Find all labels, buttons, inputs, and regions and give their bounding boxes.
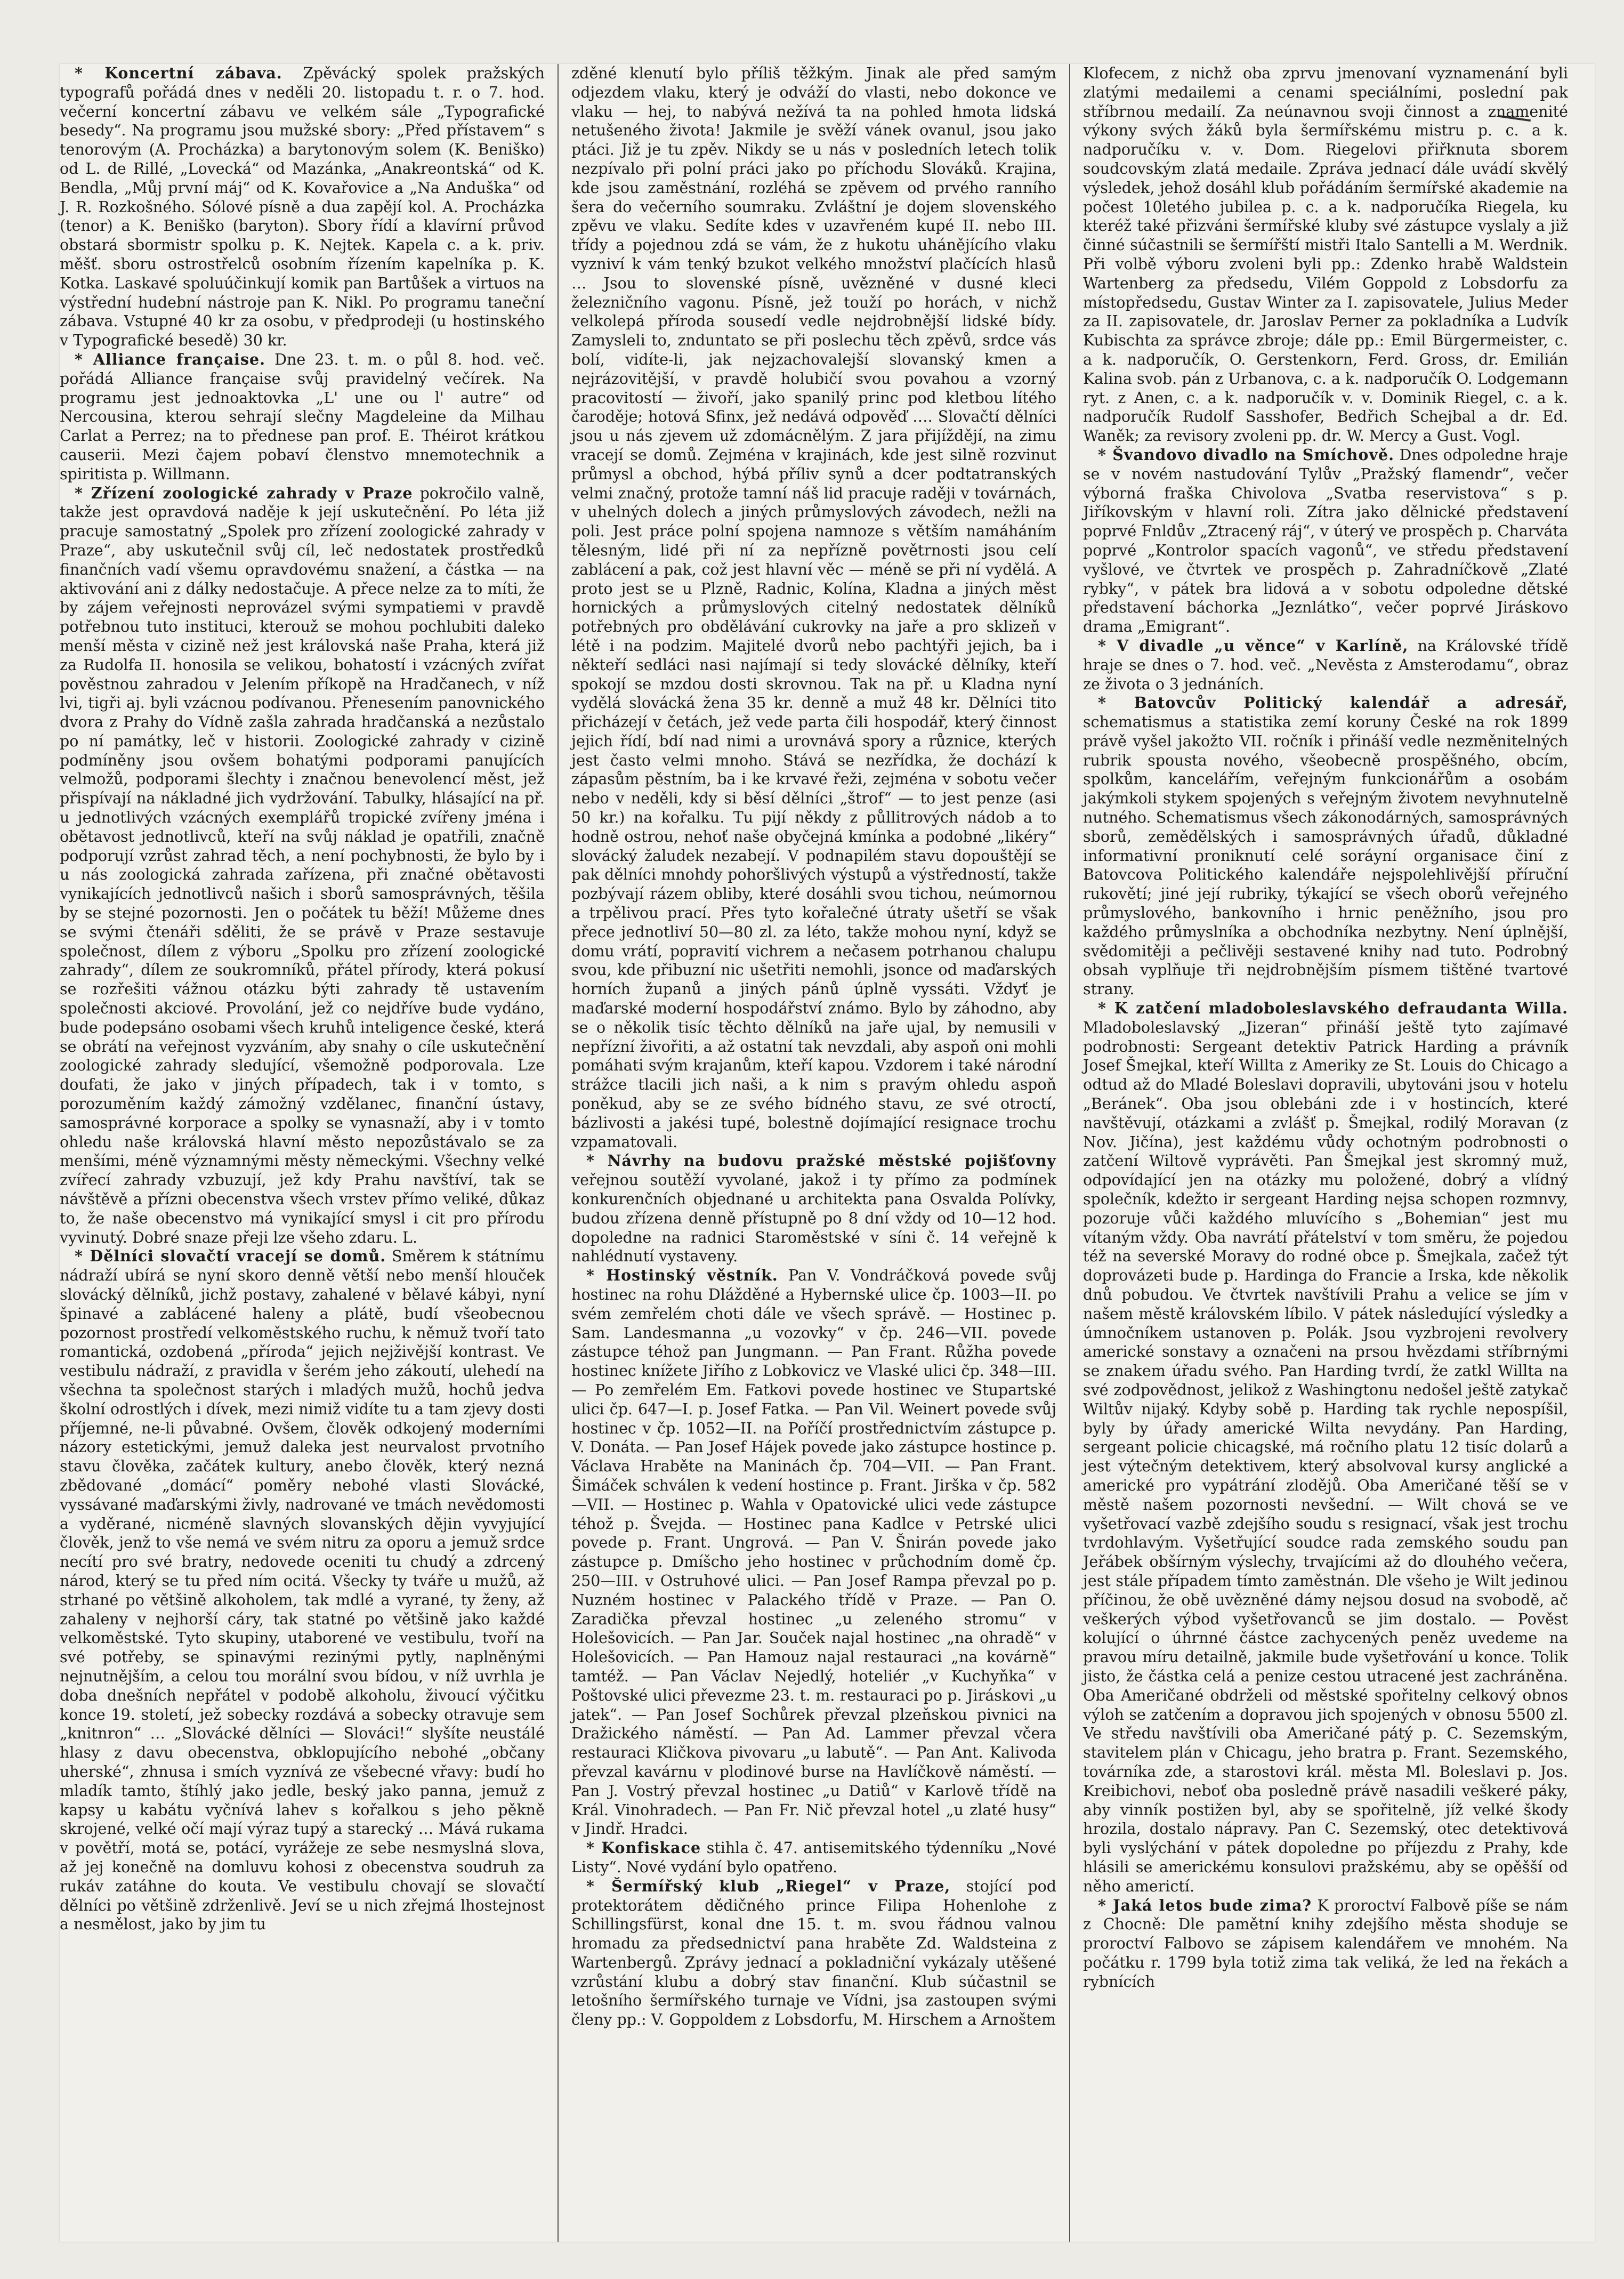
- article-text: Pan V. Vondráčková povede svůj hostinec na rohu Dlážděné a Hybernské ulice čp. 1003—II. po svém zemřelém choti dále ve všech správě. — Hostinec p. Sam. Landesmanna „u vozovky“ v čp. 246—VII. povede zástupce téhož pan Jungmann. — Pan Frant. Růžha povede hostinec knížete Jiřího z Lobkovicz ve Vlaské ulici čp. 348—III. — Po zemřelém Em. Fatkovi povede hostinec ve Stupartské ulici čp. 647—I. p. Josef Fatka. — Pan Vil. Weinert povede svůj hostinec v čp. 1052—II. na Poříčí prostřednictvím zástupce p. V. Donáta. — Pan Josef Hájek povede jako zástupce hostince p. Václava Hraběte na Maninách čp. 704—VII. — Pan Frant. Šimáček schválen k vedení hostince p. Frant. Jirška v čp. 582—VII. — Hostinec p. Wahla v Opatovické ulici vede zástupce téhož p. Švejda. — Hostinec pana Kadlce v Petrské ulici povede p. Frant. Ungrová. — Pan V. Šnirán povede jako zástupce p. Dmíšcho jeho hostinec v průchodním domě čp. 250—III. v Ostruhové ulici. — Pan Josef Rampa převzal po p. Nuzném hostinec v Palackého třídě v Praze. — Pan O. Zaradička převzal hostinec „u zeleného stromu“ v Holešovicích. — Pan Jar. Souček najal hostinec „na ohradě“ v Holešovicích. — Pan Hamouz najal restauraci „na kovárně“ tamtéž. — Pan Václav Nejedlý, hoteliér „v Kuchyňka“ v Poštovské ulici převezme 23. t. m. restauraci po p. Jiráskovi „u jatek“. — Pan Josef Sochůrek převzal plzeňskou pivnici na Dražického náměstí. — Pan Ad. Lammer převzal včera restauraci Kličkova pivovaru „u labutě“. — Pan Ant. Kalivoda převzal kavárnu v plodinové burse na Havlíčkově náměstí. — Pan J. Vostrý převzal hostinec „u Datiů“ v Karlově třídě na Král. Vinohradech. — Pan Fr. Nič převzal hotel „u zlaté husy“ v Jindř. Hradci.: [571, 1267, 1057, 1838]
- article-heading: * Návrhy na budovu pražské městské pojišťovny: [586, 1151, 1056, 1170]
- article-text: zděné klenutí bylo příliš těžkým. Jinak ale před samým odjezdem vlaku, který je odváží do vlasti, nebo dokonce ve vlaku — hej, to nabývá nežívá ta na pohled hmota lidská netušeného života! Jakmile je svěží vánek ovanul, jsou jako ptáci. Již je tu zpěv. Nikdy se u nás v posledních letech tolik nezpívalo při polní práci jako po příchodu Slováků. Krajina, kde jsou zaměstnání, rozléhá se zpěvem od prvého ranního šera do večerního soumraku. Zvláštní je dojem slovenského zpěvu ve vlaku. Sedíte kdes v uzavřeném kupé II. nebo III. třídy a pojednou zdá se vám, že z hukotu uhánějícího vlaku vyzniví k vám tenký bzukot velkého množství plačících hlasů … Jsou to slovenské písně, uvězněné v dusné kleci železničního vagonu. Písně, jež touží po horách, v nichž velkolepá příroda sousedí vedle nejdrobnější lidské bídy. Zamysleli to, znduntato se při poslechu těch zpěvů, srdce vás bolí, vidíte-li, jak nejzachovalejší slovanský kmen a nejrázovitější, v pravdě holubičí svou povahou a vzorný pracovitostí — živoří, jako spanilý princ pod kletbou lítého čaroděje; hotová Sfinx, jež nedává odpověď …. Slovačtí dělníci jsou u nás zjevem už zdomácnělým. Z jara přijíždějí, na zimu vracejí se domů. Zejména v krajinách, kde jest silně rozvinut průmysl a obchod, hýbá příliv synů a dcer podtatranských velmi značný, protože tamní náš lid pracuje raději v továrnách, v uhelných dolech a jiných průmyslových závodech, nežli na poli. Jest práce polní spojena namnoze s větším namáháním tělesným, lidé při ní za nepřízně povětrnosti jsou celí zablácení a pak, což jest hlavní věc — méně se při ní vydělá. A proto jest se u Plzně, Radnic, Kolína, Kladna a jiných měst hornických a průmyslových citelný nedostatek dělníků potřebných pro obdělávání cukrovky na jaře a pro sklizeň v létě i na podzim. Majitelé dvorů nebo pachtýři jejich, ba i někteří sedláci nasi najímají si tedy slovácké dělníky, kteří spokojí se mzdou dosti skrovnou. Tak na př. u Kladna nyní vydělá slovácká žena 35 kr. denně a muž 48 kr. Dělníci tito přicházejí v četách, jež vede parta čili hospodář, který činnost jejich řídí, bdí nad nimi a urovnává spory a různice, kterých jest často velmi mnoho. Stává se nezřídka, že dochází k zápasům pěstním, ba i ke krvavé řeži, zejména v sobotu večer nebo v neděli, kdy si běsí dělníci „štrof“ — to jest penze (asi 50 kr.) na kořalku. Tu pijí někdy z půllitrových nádob a to hodně ostrou, nehoť naše obyčejná kmínka a podobné „likéry“ slovácký žaludek nezabejí. V podnapilém stavu dopouštějí se pak dělníci mnohdy pohoršlivých výstupů a výstředností, takže pozbývají rázem obliby, které dosáhli svou tichou, neúmornou a trpělivou prací. Přes tyto kořalečné útraty ušetří se však přece jednotliví 50—80 zl. za léto, takže mohou nyní, když se domu vrátí, popravití vichrem a nečasem potrhanou chalupu svou, kde přibuzní nic ušetřiti nemohli, jsonce od maďarských horních županů a jiných pánů úplně vyssáti. Vždyť je maďarské moderní hospodářství známo. Bylo by záhodno, aby se o několik tisíc těchto dělníků na jaře ujal, by nemusili v nepřízní živořiti, a až ostatní tak nevzdali, aby aspoň oni mohli pomáhati svým krajanům, kteří kapou. Vzdorem i také národní strážce tlacili jich naši, a k nim s pravým ohledu aspoň poněkud, aby se ze svého bídného stavu, ze své otroctí, bázlivosti a jakési tupé, bolestně dojímající resignace trochu vzpamatovali.: [571, 65, 1056, 1151]
- newspaper-page: [60, 64, 1595, 2242]
- article-divadlo-u-vence: [1083, 637, 1568, 694]
- article-konfiskace: [571, 1839, 1056, 1877]
- column-3: [1083, 64, 1568, 1991]
- article-heading: * Šermířský klub „Riegel“ v Praze,: [586, 1877, 951, 1895]
- article-text: Mladoboleslavský „Jizeran“ přináší ještě tyto zajímavé podrobnosti: Sergeant detektiv Patrick Harding a právník Josef Šmejkal, kteří Willta z Ameriky ze St. Louis do Chicago a odtud až do Mladé Boleslavi dopravili, ubytováni jsou v hotelu „Beránek“. Oba jsou oblebáni zde i v hostincích, které navštěvují, otázkami a zvlášť p. Šmejkal, rodilý Moravan (z Nov. Jičína), jest každému vůdy ochotným podrobnosti o zatčení Wiltově vyprávěti. Pan Šmejkal jest skromný muž, odpovídající jen na otázky mu položené, dobrý a vlídný společník, kdežto ir sergeant Harding nejsa schopen rozmnvy, pozoruje vůči každého mluvícího s „Bohemian“ jest mu vítaným vždy. Oba navrátí přátelství v tom směru, že pojedou též na severské Moravy do rodné obce p. Šmejkala, začež týt doprovázeti bude p. Hardinga do Francie a Irska, kde několik dnů pobudou. Ve čtvrtek navštívili Prahu a velice se jím v našem městě královském líbilo. V pátek následující výsledky a úmnočníkem ustanoven p. Polák. Jsou vyzbrojeni revolvery americké sonstavy a označeni na prsou hvězdami stříbrnými se znakem úřadu svého. Pan Harding tvrdí, že zatkl Willta na své zodpovědnost, jelikož z Washingtonu nedošel ještě zatykač Wiltův nijaký. Kdyby sobě p. Harding tak rychle nepospíšil, byly by úřady americké Wilta nevydány. Pan Harding, sergeant policie chicagské, má ročního platu 12 tisíc dolarů a jest výtečným detektivem, který absolvoval kursy anglické a americké pro vypátrání zlodějů. Oba Američané těší se v městě našem pozornosti nevšední. — Wilt chová se ve vyšetřovací vazbě zdejšího soudu s resignací, však jest trochu tvrdohlavým. Vyšetřující soudce rada zemského soudu pan Jeřábek obšírným výslechy, trvajícími až do dlouhého večera, jest stále případem tímto zaměstnán. Dle všeho je Wilt jedinou příčinou, že obě uvězněné dámy nejsou dosud na svobodě, ač veškerých výbod vyšetřovanců se jim dostalo. — Pověst kolující o úhrnné částce zachycených peněz uvedeme na pravou míru detailně, jakmile bude vyšetřování u konce. Tolik jisto, že částka celá a penize cestou utracené jest zachráněna. Oba Američané obdrželi od městské spořitelny celkový obnos výloh se zatčením a dopravou jich spojených v obnosu 5500 zl. Ve středu navštívili oba Američané pátý p. C. Sezemským, stavitelem plán v Chicagu, jeho bratra p. Frant. Sezemského, továrníka zde, a starostovi král. města Ml. Boleslavi p. Jos. Kreibichovi, neboť oba posledně právě nasadili veškeré páky, aby vinník postižen byl, aby se spořitelně, jíž velké škody hrozila, dostalo nápravy. Pan C. Sezemský, otec detektivová byli vyslýchání v pátek dopoledne po příjezdu z Prahy, kde hlásili se americkému konsulovi pražskému, aby se opěšší od něho americtí.: [1083, 1018, 1568, 1895]
- article-text: K proroctví Falbově píše se nám z Chocně: Dle pamětní knihy zdejšího města shoduje se proroctví Falbovo se zápisem kalendářem ve mnohém. Na počátku r. 1799 byla totiž zima tak veliká, že led na řekách a rybnících: [1083, 1896, 1569, 1991]
- article-text: na Královské třídě hraje se dnes o 7. hod. več. „Nevěsta z Amsterodamu“, obraz ze života o 3 jednáních.: [1083, 637, 1568, 693]
- article-alliance-francaise: [60, 350, 545, 484]
- article-sermirsky-klub: [571, 1877, 1056, 2030]
- article-text: Zpěvácký spolek pražských typografů pořádá dnes v neděli 20. listopadu t. r. o 7. hod. večerní koncertní zábavu ve velkém sále „Typografické besedy“. Na programu jsou mužské sbory: „Před přístavem“ s tenorovým (A. Procházka) a barytonovým solem (K. Beniško) od L. de Rillé, „Lovecká“ od Mazánka, „Anakreontská“ od K. Bendla, „Můj první máj“ od K. Kovařovice a „Na Anduška“ od J. R. Rozkošného. Sólové písně a dua zapějí kol. A. Procházka (tenor) a K. Beniško (baryton). Sbory řídí a klavírní průvod obstará sbormistr spolku p. K. Nejtek. Kapela c. a k. priv. měšť. sboru ostrostřelců osobním řízením kapelníka p. K. Kotka. Laskavé spoluúčinkují komik pan Bartůšek a virtuos na výstřední hudební nástroje pan K. Nikl. Po programu taneční zábava. Vstupné 40 kr za osobu, v předprodeji (u hostinského v Typografické besedě) 30 kr.: [60, 65, 545, 350]
- article-text: Klofecem, z nichž oba zprvu jmenovaní vyznamenání byli zlatými medailemi a cenami speciálními, poslední pak stříbrnou medailí. Za neúnavnou svoji činnost a znamenité výkony svých žáků byla šermířskému mistru p. c. a k. nadporučíku v. v. Dom. Riegelovi přiřknuta sborem soudcovským zlatá medaile. Zpráva jednací dále uvádí skvělý výsledek, jehož dosáhl klub pořádáním šermířské akademie na počest 10letého jubilea p. c. a k. nadporučíka Riegela, ku kteréž také přizváni šermířské kluby své zástupce vyslaly a již činné súčastnili se šermířští mistři Italo Santelli a M. Werdnik. Při volbě výboru zvoleni byli pp.: Zdenko hrabě Waldstein Wartenberg za předsedu, Vilém Goppold z Lobsdorfu za místopředsedu, Gustav Winter za I. zapisovatele, Julius Meder za II. zapisovatele, dr. Jaroslav Perner za pokladníka a Ludvík Kubischta za správce zbroje; dále pp.: Emil Bürgermeister, c. a k. nadporučík, O. Gerstenkorn, Ferd. Gross, dr. Emilián Kalina svob. pán z Urbanova, c. a k. nadporučík O. Lodgemann ryt. z Anen, c. a k. nadporučík v. v. Dominik Riegel, c. a k. nadporučík Rudolf Sasshofer, Bedřich Schejbal a dr. Ed. Waněk; za revisory zvoleni pp. dr. W. Mercy a Gust. Vogl.: [1083, 65, 1568, 445]
- article-zoologicka-zahrada: [60, 484, 545, 1247]
- article-heading: * Jaká letos bude zima?: [1098, 1896, 1312, 1914]
- article-zatceni-willa: [1083, 999, 1568, 1896]
- article-delnici-slovacti: [60, 1247, 545, 1934]
- article-heading: * K zatčení mladoboleslavského defraudanta Willa.: [1098, 999, 1568, 1018]
- article-heading: * Dělníci slovačtí vracejí se domů.: [75, 1247, 386, 1266]
- article-heading: * Hostinský věstník.: [586, 1266, 778, 1285]
- article-text: Dnes odpoledne hraje se v novém nastudování Tylův „Pražský flamendr“, večer výborná fraška Chivolova „Svatba reservistova“ s p. Jiříkovským v hlavní roli. Zítra jako dělnické představení poprvé Fnldův „Ztracený ráj“, v úterý ve prospěch p. Charváta poprvé „Kontrolor spacích vagonů“, ve středu představení vyšlové, ve čtvrtek ve prospěch p. Zahradníčkově „Zlaté rybky“, v pátek bra lidová a v sobotu odpoledne dětské představení báchorka „Jeznlátko“, večer poprvé Jiráskovo drama „Emigrant“.: [1083, 446, 1568, 636]
- article-heading: * Konfiskace: [586, 1839, 701, 1857]
- article-text: Dne 23. t. m. o půl 8. hod. več. pořádá Alliance française svůj pravidelný večírek. Na programu jest jednoaktovka „L' une ou l' autre“ od Nercousina, kterou sehrají slečny Magdeleine da Milhau Carlat a Perrez; na to přednese pan prof. E. Théirot krátkou causerii. Mezi čajem pobaví členstvo mnemotechnik a spiritista p. Willmann.: [60, 350, 545, 483]
- article-text: stojící pod protektorátem dědičného prince Filipa Hohenlohe z Schillingsfürst, konal dne 15. t. m. svou řádnou valnou hromadu za předsednictví pana hraběte Zd. Waldsteina z Wartenbergů. Zprávy jednací a pokladniční vykázaly utěšené vzrůstání klubu a dobrý stav finanční. Klub súčastnil se letošního šermířského turnaje ve Vídni, jsa zastoupen svými členy pp.: V. Goppoldem z Lobsdorfu, M. Hirschem a Arnoštem: [571, 1877, 1056, 2029]
- article-continuation: [1083, 64, 1568, 446]
- article-heading: * Švandovo divadlo na Smíchově.: [1098, 445, 1394, 464]
- article-hostinsky-vestnik: [571, 1266, 1056, 1839]
- column-rule: [1069, 64, 1070, 2242]
- article-text: pokročilo valně, takže jest opravdová naděje k její uskutečnění. Po léta již pracuje samostatný „Spolek pro zřízení zoologické zahrady v Praze“, aby uskutečnil svůj cíl, leč nedostatek prostředků finančních vadí všemu opravdovému snažení, a částka — na aktivování ani z dálky nedostačuje. A přece nelze za to míti, že by zájem veřejnosti neprovázel svými sympatiemi v pravdě potřebnou tuto instituci, kterouž se mohou pochlubiti daleko menší města v cizině než jest královská naše Praha, která již za Rudolfa II. honosila se velikou, bohatostí i vzácných zvířat pověstnou zahradou v Jelením příkopě na Hradčanech, v níž lvi, tigři aj. byli vzácnou podívanou. Přenesením panovnického dvora z Prahy do Vídně zašla zahrada hradčanská a nezůstalo po ní památky, leč v historii. Zoologické zahrady v cizině podmíněny jsou ovšem bohatými podporami panujících velmožů, podporami šlechty i značnou benevolencí měst, jež přispívají na nákladné jich vydržování. Tabulky, hlásající na př. u jednotlivých vzácných exemplářů tropické zvířeny jména i obětavost jednotlivců, kteří na svůj náklad je opatřili, značně podporují vzrůst zahrad těch, a není pochybnosti, že bylo by i u nás zoologická zahrada zařízena, při značné obětavosti vynikajících jednotlivců našich i sborů samosprávných, těšila by se stejné pozornosti. Jen o počátek tu běží! Můžeme dnes se svými čtenáři sděliti, že se právě v Praze sestavuje společnost, dílem z výboru „Spolku pro zřízení zoologické zahrady“, dílem ze soukromníků, přátel přírody, která pokusí se rozřešiti vážnou otázku býti zahrady tě ustavením společnosti akciové. Provolání, jež co nejdříve bude vydáno, bude podepsáno osobami všech kruhů inteligence české, která se obrátí na veřejnost vyzváním, aby snahy o cíle uskutečnění zoologické zahrady sledující, všemožně podporovala. Lze doufati, že jako v jiných případech, tak i v tomto, s porozuměním každý zámožný vzdělanec, finanční ústavy, samosprávné korporace a spolky se vynasnaží, aby i v tomto ohledu naše královská hlavní město nepozůstávalo se za menšími, méně významnými městy německými. Všechny velké zvířecí zahrady vzbuzují, jež kdy Prahu navštíví, tak se návštěvě a přízni obecenstva všech vrstev přímo veliké, důkaz to, že naše obecenstvo má vynikající smysl i cit pro přírodu vyvinutý. Dobré snaze přeji lze všeho zdaru. L.: [60, 484, 545, 1246]
- column-1: [60, 64, 545, 1934]
- article-text: schematismus a statistika zemí koruny České na rok 1899 právě vyšel jakožto VII. ročník i přináší vedle nezměnitelných rubrik spousta nového, všeobecně prospěšného, obcím, spolkům, kancelářím, veřejným funkcionářům a osobám jakýmkoli stykem spojených s veřejným životem nevyhnutelně nutného. Schematismus všech zákonodárných, samosprávných sborů, zemědělských i samosprávných úřadů, důkladné informativní proniknutí celé soráyní organisace činí z Batovcova Politického kalendáře nejspolehlivější příruční rukovětí; jiné její rubriky, týkající se všech oborů veřejného průmyslového, bankovního i hrnic peněžního, jsou pro každého průmyslníka a obchodníka nezbytny. Není úplnější, svědomitěji a pečlivěji sestavené knihy nad tuto. Podrobný obsah vyplňuje tři nejdrobnějším písmem tištěné tvartové strany.: [1083, 713, 1568, 998]
- article-heading: * Alliance française.: [75, 350, 266, 368]
- article-batovcuv-kalendar: [1083, 694, 1568, 999]
- article-svandovo-divadlo: [1083, 446, 1568, 637]
- article-text: veřejnou soutěží vyvolané, jakož i ty přímo za podmínek konkurenčních objednané u architekta pana Osvalda Polívky, budou zřízena denně přístupně po 8 dní vždy od 10—12 hod. dopoledne na radnici Staroměstské v síni č. 14 veřejně k nahlédnutí vystaveny.: [571, 1171, 1056, 1266]
- article-heading: * V divadle „u věnce“ v Karlíně,: [1098, 636, 1409, 655]
- article-text: stihla č. 47. antisemitského týdenníku „Nové Listy“. Nové vydání bylo opatřeno.: [571, 1839, 1057, 1876]
- article-koncertni-zabava: [60, 64, 545, 350]
- column-2: [571, 64, 1056, 2030]
- column-rule: [558, 64, 559, 2242]
- article-jaka-zima: [1083, 1896, 1568, 1992]
- article-heading: * Batovcův Politický kalendář a adresář,: [1098, 694, 1568, 712]
- article-heading: * Zřízení zoologické zahrady v Praze: [75, 484, 413, 502]
- article-heading: * Koncertní zábava.: [75, 64, 282, 82]
- article-navrhy-budova: [571, 1151, 1056, 1266]
- article-text: Směrem k státnímu nádraží ubírá se nyní skoro denně větší nebo menší hlouček slovácký dělníků, jichž postavy, zahalené v bělavé kábyi, nyní špinavé a zablácené haleny a plátě, budí všeobecnou pozornost prostředí velkoměstského ruchu, k němuž tvoří tato romantická, ozdobená „příroda“ jejich nejživější kontrast. Ve vestibulu nádraží, z pravidla v šerém jeho zákoutí, ulehedí na všechna ta společnost starých i mladých mužů, hochů jedva školní odrostlých i dívek, mezi nimiž vidíte tu a tam zjevy dosti příjemné, ne-li půvabné. Ovšem, člověk odkojený moderními názory estetickými, jemuž daleka jest neurvalost prvotního stavu člověka, začátek kultury, anebo člověk, který nezná zbědované „domácí“ poměry nebohé vlasti Slovácké, vyssávané maďarskými živly, nadrované ve tmách nevědomosti a vyděrané, nicméně slavných slovanských dějin vyvyjující člověk, jenž to vše nemá ve svém nitru za oporu a jemuž srdce necítí pro své bratry, nedovede oceniti tu chudý a zdrcený národ, který se tu před ním ocitá. Všecky ty tváře u mužů, až strhané po většině alkoholem, tak mdlé a vyrané, ty ženy, až zahaleny v nejhorší cáry, tak statné po většině jako každé velkoměstské. Tyto skupiny, utaborené ve vestibulu, tvoří na své potřeby, se spinavými rezinými pytly, naplněnými nejnutnějším, a celou tou morální svou bídou, v níž uvrhla je doba dnešních nepřátel v podobě alkoholu, živoucí výčitku konce 19. století, jež sobecky rozdává a sobecky otravuje sem „knitnron“ … „Slovácké dělníci — Slováci!“ slyšíte neustálé hlasy z davu obecenstva, obklopujícího nebohé „občany uherské“, zhnusa i smích vyznívá ze všebecné vřavy: budí ho mladík tamto, štíhlý jako jedle, beský jako panna, jemuž z kapsy u kabátu vyčnívá lahev s kořalkou s jeho pěkně skrojené, velké očí mají výraz tupý a starecký … Mává rukama v povětří, motá se, potácí, vyrážeje ze sebe nesmyslná slova, až jej konečně na domluvu kohosi z obecenstva soudruh za rukáv zatáhne do kouta. Ve vestibulu chovají se slovačtí dělníci po většině zdrženlivě. Jeví se u nich zřejmá lhostejnost a nesmělost, jako by jim tu: [60, 1247, 545, 1934]
- article-continuation: [571, 64, 1056, 1151]
